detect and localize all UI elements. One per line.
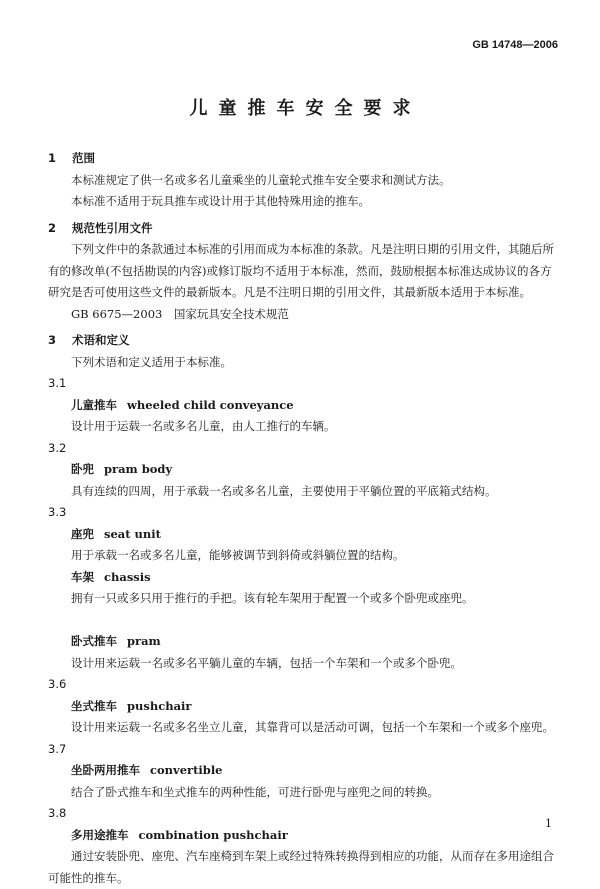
term-en: seat unit: [104, 526, 161, 541]
term-heading: [48, 395, 560, 417]
term-en: chassis: [104, 569, 151, 584]
page-number: 1: [545, 817, 552, 830]
term-cn: 卧兜: [71, 462, 94, 476]
term-definition: 结合了卧式推车和坐式推车的两种性能，可进行卧兜与座兜之间的转换。: [71, 784, 439, 799]
term-definition: 设计用来运载一名或多名平躺儿童的车辆，包括一个车架和一个或多个卧兜。: [71, 655, 462, 670]
document-body: [48, 148, 560, 889]
paragraph: 下列术语和定义适用于本标准。: [71, 354, 232, 369]
term-number: 3.8: [48, 806, 67, 820]
term-definition: 拥有一只或多只用于推行的手把。该有轮车架用于配置一个或多个卧兜或座兜。: [71, 591, 474, 605]
term-number: 3.7: [48, 741, 67, 756]
term-heading: [48, 631, 560, 653]
section-number: 2: [48, 220, 57, 235]
term-heading: [48, 567, 560, 589]
paragraph: 本标准规定了供一名或多名儿童乘坐的儿童轮式推车安全要求和测试方法。: [71, 172, 451, 187]
term-heading: [48, 825, 560, 847]
paragraph: 下列文件中的条款通过本标准的引用而成为本标准的条款。凡是注明日期的引用文件，其随后所有的修改单(不包括勘误的内容)或修订版均不适用于本标准，然而，鼓励根据本标准达成协议的各方研究是否可使用这些文件的最新版本。凡是不注明日期的引用文件，其最新版本适用于本标准。: [48, 242, 554, 299]
reference-entry: GB 6675—2003 国家玩具安全技术规范: [71, 306, 289, 321]
term-heading: [48, 760, 560, 782]
term-cn: 卧式推车: [71, 634, 117, 648]
term-number: 3.1: [48, 376, 67, 390]
term-en: pushchair: [127, 698, 192, 713]
term-heading: [48, 696, 560, 718]
section-heading-normative-references: [48, 218, 560, 240]
term-definition: 设计用来运载一名或多名坐立儿童，其靠背可以是活动可调，包括一个车架和一个或多个座兜。: [71, 720, 554, 734]
standard-code: GB 14748—2006: [472, 39, 558, 51]
term-definition: 具有连续的四周，用于承载一名或多名儿童，主要使用于平躺位置的平底箱式结构。: [71, 483, 497, 498]
section-number: 1: [48, 151, 57, 165]
term-en: pram: [127, 634, 161, 648]
section-number: 3: [48, 333, 57, 347]
term-cn: 多用途推车: [71, 827, 129, 842]
section-title: 范围: [72, 151, 95, 165]
term-number-blank: [48, 610, 560, 632]
term-heading: [48, 524, 560, 546]
section-title: 规范性引用文件: [72, 220, 153, 235]
term-cn: 车架: [71, 569, 94, 584]
section-title: 术语和定义: [72, 333, 130, 347]
term-cn: 座兜: [71, 526, 94, 541]
term-heading: [48, 459, 560, 481]
section-heading-terms-definitions: [48, 330, 560, 352]
section-heading-scope: [48, 148, 560, 170]
term-cn: 儿童推车: [71, 397, 117, 412]
term-definition: 通过安装卧兜、座兜、汽车座椅到车架上或经过特殊转换得到相应的功能，从而存在多用途组合可能性的推车。: [48, 849, 554, 885]
term-definition: 设计用于运载一名或多名儿童，由人工推行的车辆。: [71, 419, 336, 433]
term-number: 3.6: [48, 677, 67, 691]
term-en: wheeled child conveyance: [127, 397, 294, 412]
term-cn: 坐卧两用推车: [71, 763, 140, 777]
term-en: combination pushchair: [138, 827, 288, 842]
term-definition: 用于承载一名或多名儿童，能够被调节到斜倚或斜躺位置的结构。: [71, 548, 405, 562]
document-title: 儿童推车安全要求: [189, 98, 422, 119]
term-cn: 坐式推车: [71, 698, 117, 713]
paragraph: 本标准不适用于玩具推车或设计用于其他特殊用途的推车。: [71, 194, 370, 208]
term-en: pram body: [104, 462, 173, 476]
term-number: 3.2: [48, 440, 67, 455]
term-number: 3.3: [48, 505, 67, 519]
term-en: convertible: [150, 763, 223, 777]
